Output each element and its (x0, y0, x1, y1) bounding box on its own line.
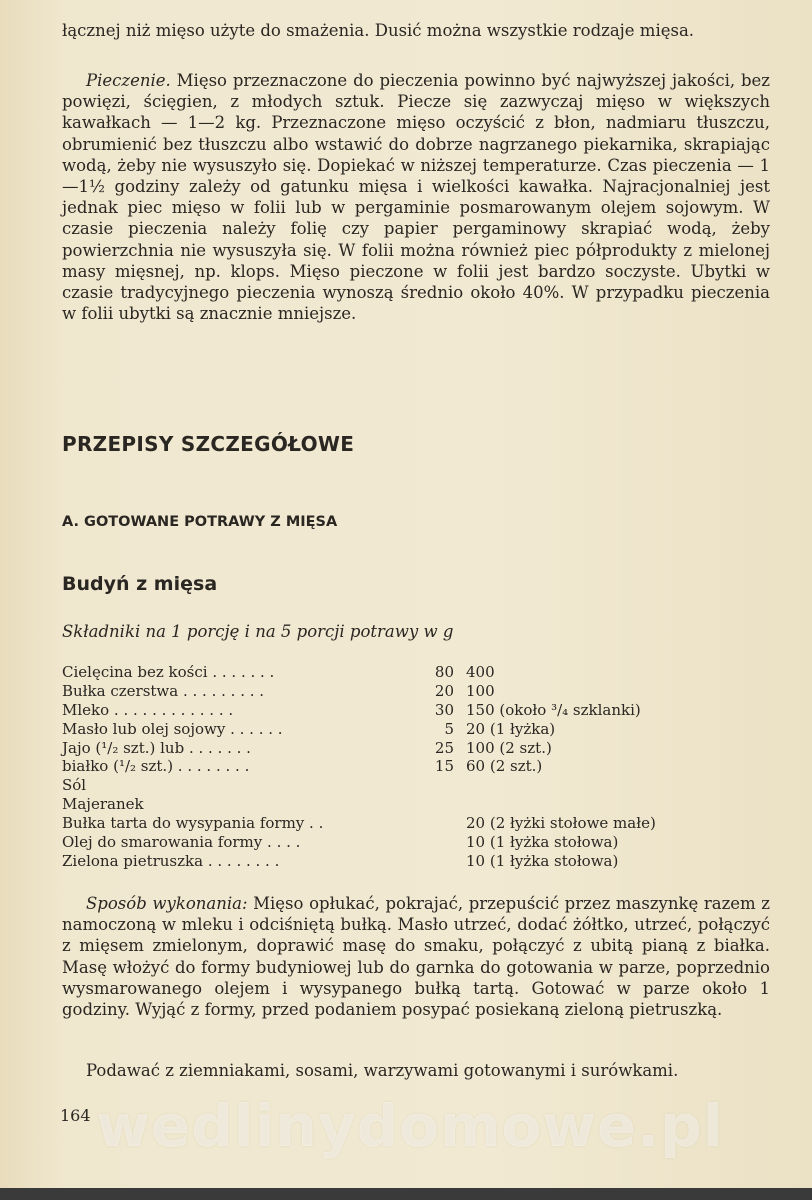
ingredient-qty-1: 80 (434, 663, 454, 681)
paragraph-continuation: łącznej niż mięso użyte do smażenia. Dusić można wszystkie rodzaje mięsa. (62, 21, 695, 40)
ingredient-name: Jajo (¹/₂ szt.) lub . . . . . . . (62, 738, 251, 757)
ingredient-qty-5: 150 (około ³/₄ szklanki) (466, 700, 641, 719)
roasting-lead: Pieczenie. (86, 71, 171, 90)
ingredient-qty-1: 25 (434, 738, 454, 757)
ingredient-name: Masło lub olej sojowy . . . . . . (62, 719, 283, 738)
ingredient-name: Zielona pietruszka . . . . . . . . (62, 851, 280, 870)
ingredient-name: białko (¹/₂ szt.) . . . . . . . . (62, 757, 250, 776)
ingredient-qty-5: 60 (2 szt.) (466, 757, 543, 776)
scan-edge (0, 1188, 812, 1200)
ingredient-name: Bułka czerstwa . . . . . . . . . (62, 681, 265, 700)
watermark: wedlinydomowe.pl (96, 1092, 724, 1160)
paragraph-method (62, 893, 770, 1020)
page-number: 164 (60, 1106, 91, 1125)
ingredient-qty-5: 100 (466, 681, 495, 700)
ingredient-qty-5: 400 (466, 663, 495, 681)
subsection-heading: A. GOTOWANE POTRAWY Z MIĘSA (62, 514, 338, 530)
paragraph-serving: Podawać z ziemniakami, sosami, warzywami gotowanymi i surówkami. (86, 1061, 679, 1080)
ingredient-name: Mleko . . . . . . . . . . . . . (62, 700, 234, 719)
ingredient-qty-5: 20 (2 łyżki stołowe małe) (466, 814, 656, 833)
ingredient-qty-5: 20 (1 łyżka) (466, 719, 556, 738)
ingredient-qty-1: 5 (444, 719, 454, 738)
ingredient-name: Sól (62, 776, 87, 795)
ingredient-qty-5: 100 (2 szt.) (466, 738, 552, 757)
ingredient-qty-5: 10 (1 łyżka stołowa) (466, 833, 619, 852)
recipe-title: Budyń z mięsa (62, 573, 218, 595)
ingredient-name: Olej do smarowania formy . . . . (62, 833, 301, 852)
ingredient-name: Majeranek (62, 795, 144, 814)
ingredient-name: Bułka tarta do wysypania formy . . (62, 814, 324, 833)
section-heading: PRZEPISY SZCZEGÓŁOWE (62, 432, 355, 456)
method-lead: Sposób wykonania: (86, 894, 248, 913)
ingredients-title: Składniki na 1 porcję i na 5 porcji potrawy w g (62, 622, 454, 641)
roasting-body: Mięso przeznaczone do pieczenia powinno być najwyższej jakości, bez powięzi, ścięgien, z młodych sztuk. Piecze się zazwyczaj mięso w większych kawałkach — 1—2 kg. Przeznaczone mięso oczyścić z błon, nadmiaru tłuszczu, obrumienić bez tłuszczu albo wstawić do dobrze nagrzanego piekarnika, skrapiając wodą, żeby nie wysuszyło się. Dopiekać w niższej temperaturze. Czas pieczenia — 1—1½ godziny zależy od gatunku mięsa i wielkości kawałka. Najracjonalniej jest jednak piec mięso w folii lub w pergaminie posmarowanym olejem sojowym. W czasie pieczenia należy folię czy papier pergaminowy skrapiać wodą, żeby powierzchnia nie wysuszyła się. W folii można również piec półprodukty z mielonej masy mięsnej, np. klops. Mięso pieczone w folii jest bardzo soczyste. Ubytki w czasie tradycyjnego pieczenia wynoszą średnio około 40%. W przypadku pieczenia w folii ubytki są znacznie mniejsze. (62, 71, 770, 324)
ingredient-qty-1: 30 (434, 700, 454, 719)
paragraph-roasting (62, 70, 770, 324)
ingredient-qty-5: 10 (1 łyżka stołowa) (466, 851, 619, 870)
ingredient-qty-1: 20 (434, 681, 454, 700)
method-body: Mięso opłukać, pokrajać, przepuścić przez maszynkę razem z namoczoną w mleku i odciśniętą bułką. Masło utrzeć, dodać żółtko, utrzeć, połączyć z mięsem zmielonym, doprawić masę do smaku, połączyć z ubitą pianą z białka. Masę włożyć do formy budyniowej lub do garnka do gotowania w parze, poprzednio wysmarowanego olejem i wysypanego bułką tartą. Gotować w parze około 1 godziny. Wyjąć z formy, przed podaniem posypać posiekaną zieloną pietruszką. (62, 894, 770, 1020)
ingredient-name: Cielęcina bez kości . . . . . . . (62, 663, 275, 681)
ingredient-qty-1: 15 (434, 757, 454, 776)
